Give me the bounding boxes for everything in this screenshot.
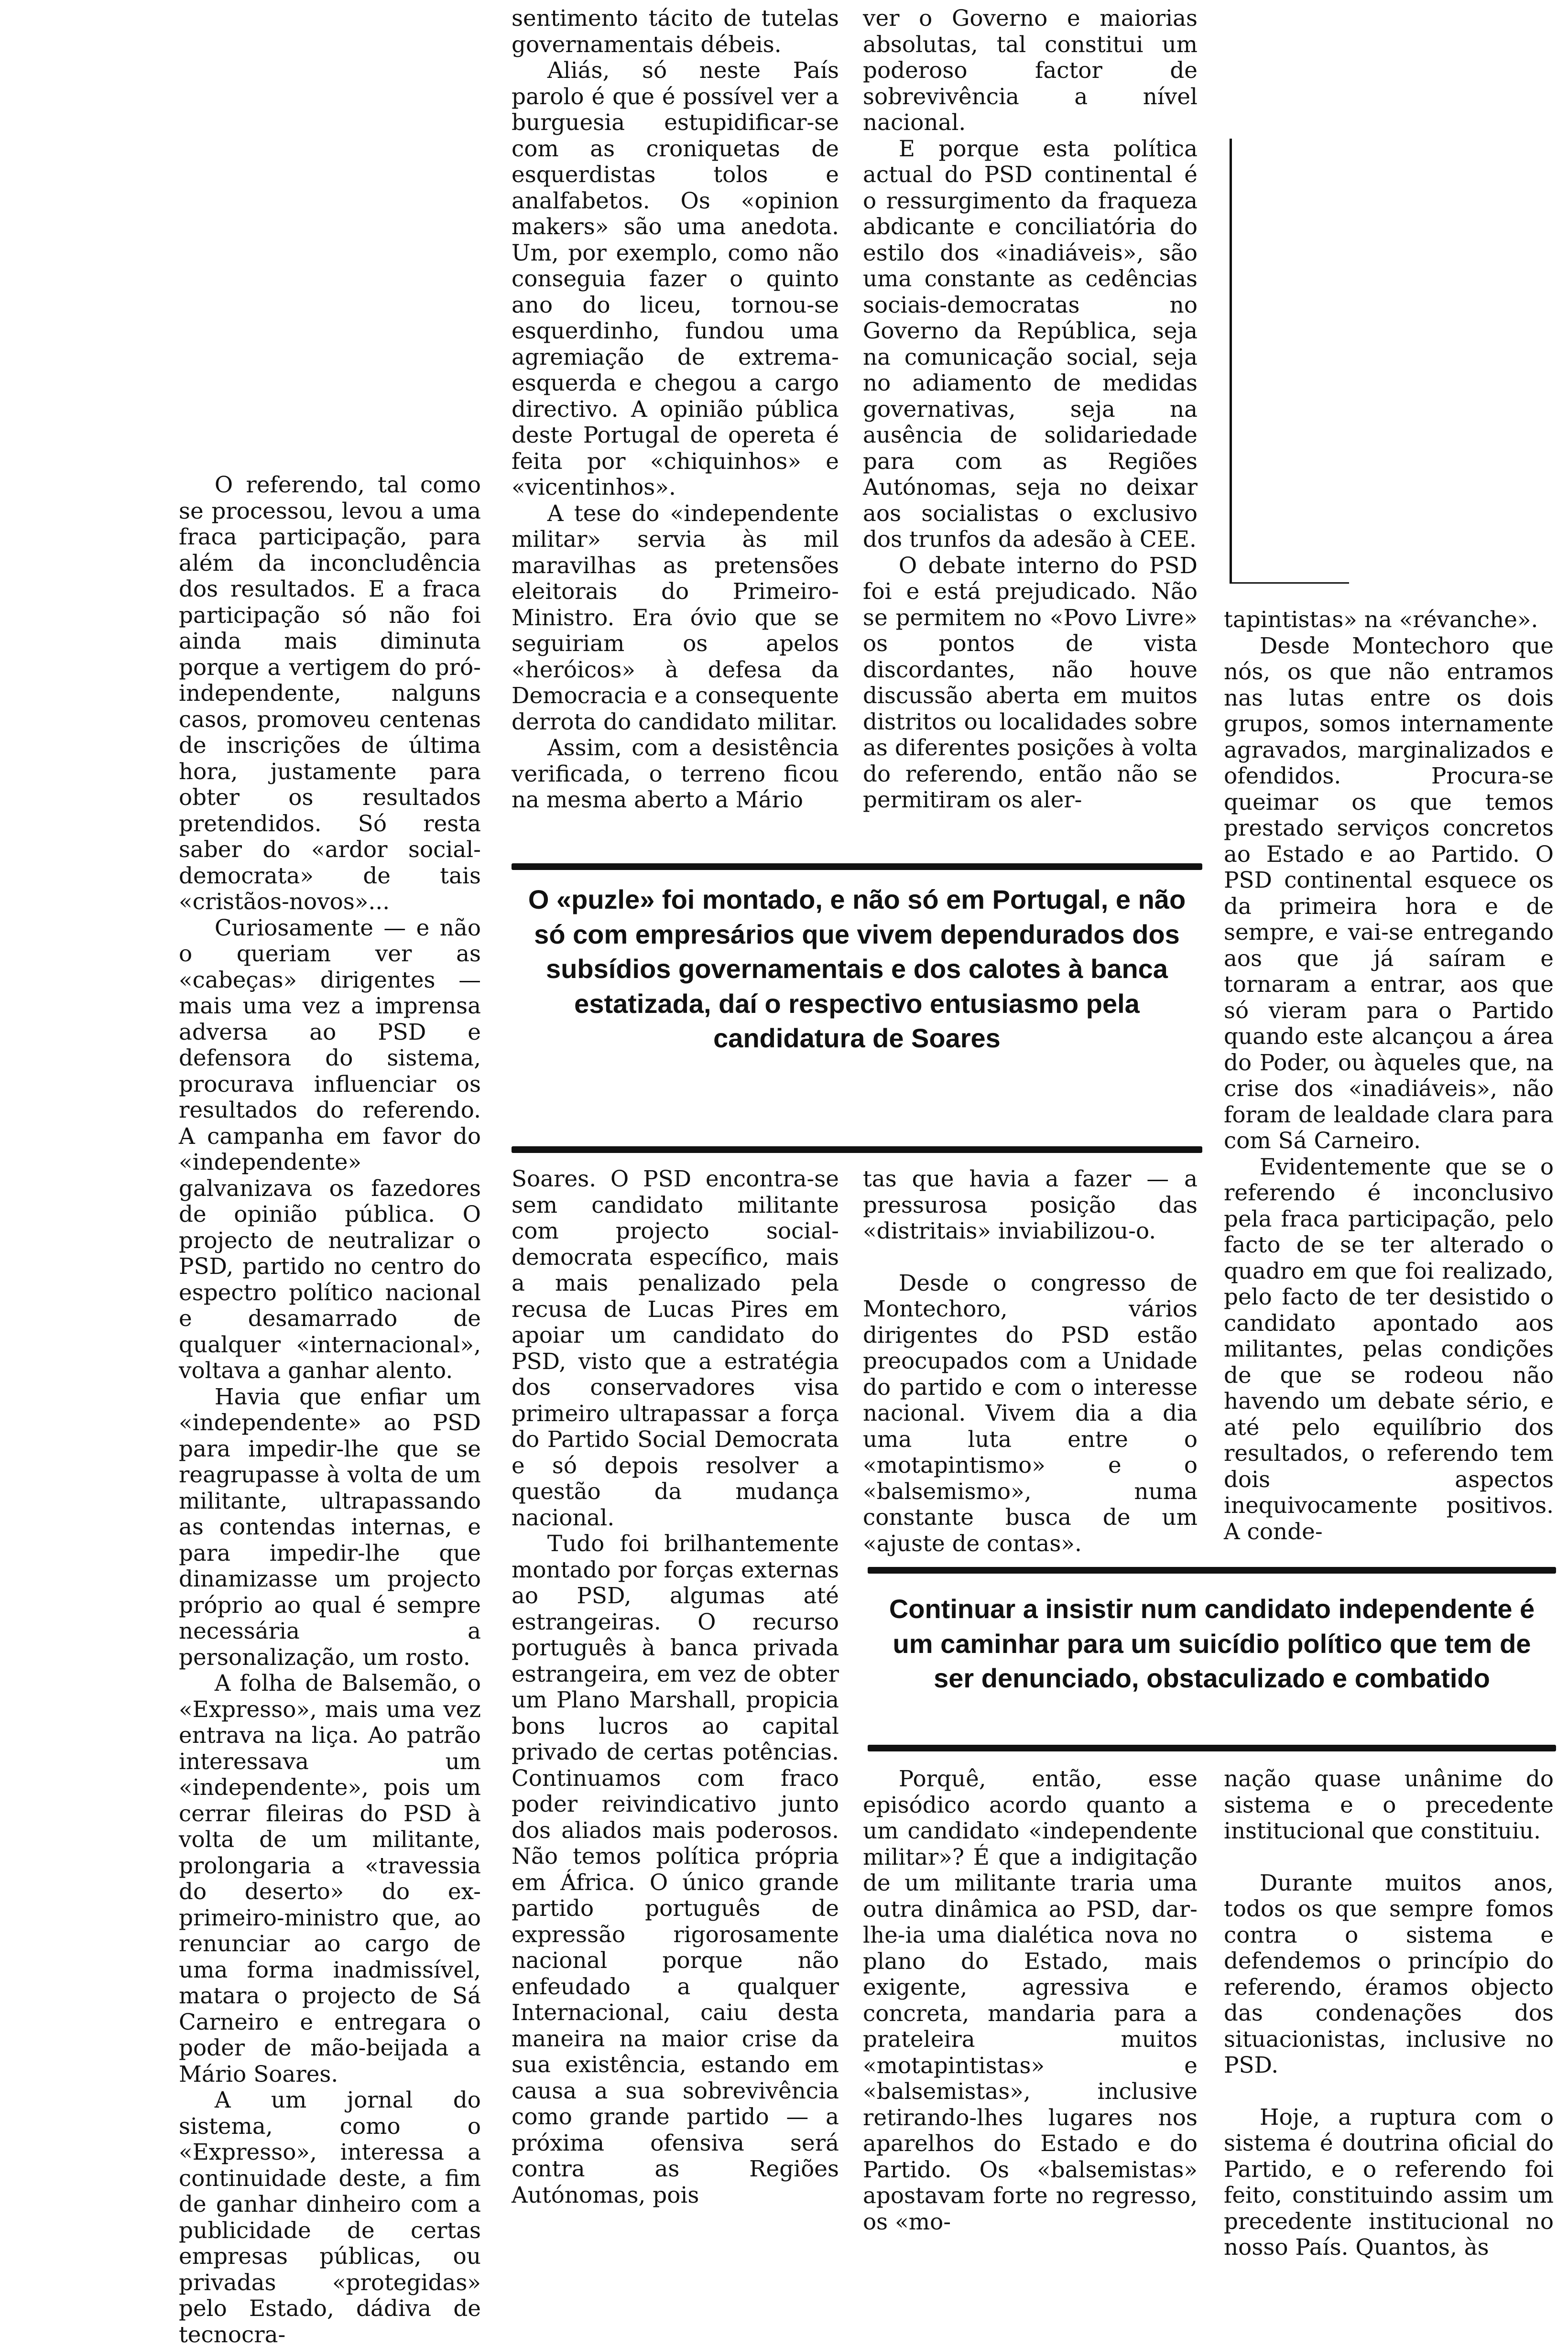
article-column-3-top [863, 6, 1198, 814]
article-column-2-top [512, 6, 839, 814]
article-column-3-bot [863, 1766, 1198, 2235]
paragraph: A folha de Balsemão, o «Expresso», mais uma vez entrava na liça. Ao patrão interessava um «independente», pois um cerrar fileiras do PSD à volta de um militante, prolongaria a «travessia do deserto» do ex-primeiro-ministro que, ao renunciar ao cargo de uma forma inadmissível, matara o projecto de Sá Carneiro e entregara o poder de mão-beijada a Mário Soares. [179, 1671, 481, 2087]
paragraph: O referendo, tal como se processou, levou a uma fraca participação, para além da inconcludência dos resultados. E a fraca participação só não foi ainda mais diminuta porque a vertigem do pró-independente, nalguns casos, promoveu centenas de inscrições de última hora, justamente para obter os resultados pretendidos. Só resta saber do «ardor social-democrata» de tais «cristãos-novos»... [179, 472, 481, 915]
frame-line-vertical [1230, 139, 1232, 583]
paragraph: A um jornal do sistema, como o «Expresso», interessa a continuidade deste, a fim de ganhar dinheiro com a publicidade de certas empresas públicas, ou privadas «protegidas» pelo Estado, dádiva de tecnocra- [179, 2087, 481, 2348]
headline-quote-2: Continuar a insistir num candidato independente é um caminhar para um suicídio político que tem de ser denunciado, obstaculizado e combatido [889, 1594, 1535, 1693]
paragraph: E porque esta política actual do PSD continental é o ressurgimento da fraqueza abdicante e conciliatória do estilo dos «inadiáveis», são uma constante as cedências sociais-democratas no Governo da República, seja na comunicação social, seja no adiamento de medidas governativas, seja na ausência de solidariedade para com as Regiões Autónomas, seja no deixar aos socialistas o exclusivo dos trunfos da adesão à CEE. [863, 136, 1198, 553]
paragraph: Havia que enfiar um «independente» ao PSD para impedir-lhe que se reagrupasse à volta de um militante, ultrapassando as contendas internas, e para impedir-lhe que dinamizasse um projecto próprio ao qual é sempre necessária a personalização, um rosto. [179, 1384, 481, 1671]
paragraph: Durante muitos anos, todos os que sempre fomos contra o sistema e defendemos o princípio do referendo, éramos objecto das condenações dos situacionistas, inclusive no PSD. [1224, 1870, 1554, 2078]
article-column-1 [179, 472, 481, 2348]
paragraph: A tese do «independente militar» servia às mil maravilhas as pretensões eleitorais do Primeiro-Ministro. Era óvio que se seguiriam os apelos «heróicos» à defesa da Democracia e a consequente derrota do candidato militar. [512, 500, 839, 735]
paragraph: Aliás, só neste País parolo é que é possível ver a burguesia estupidificar-se com as croniquetas de esquerdistas tolos e analfabetos. Os «opinion makers» são uma anedota. Um, por exemplo, como não conseguia fazer o quinto ano do liceu, tornou-se esquerdinho, fundou uma agremiação de extrema-esquerda e chegou a cargo directivo. A opinião pública deste Portugal de opereta é feita por «chiquinhos» e «vicentinhos». [512, 58, 839, 500]
paragraph: tapintistas» na «révanche». [1224, 607, 1538, 633]
paragraph: Assim, com a desistência verificada, o terreno ficou na mesma aberto a Mário [512, 735, 839, 813]
headline-rule-bottom [512, 1146, 1202, 1153]
paragraph: ver o Governo e maiorias absolutas, tal constitui um poderoso factor de sobrevivência a nível nacional. [863, 6, 1198, 136]
article-column-2-mid [512, 1166, 839, 2208]
paragraph: Hoje, a ruptura com o sistema é doutrina oficial do Partido, e o referendo foi feito, constituindo assim um precedente institucional no nosso País. Quantos, às [1224, 2104, 1554, 2261]
paragraph: Soares. O PSD encontra-se sem candidato militante com projecto social-democrata específico, mais a mais penalizado pela recusa de Lucas Pires em apoiar um candidato do PSD, visto que a estratégia dos conservadores visa primeiro ultrapassar a força do Partido Social Democrata e só depois resolver a questão da mudança nacional. [512, 1166, 839, 1531]
paragraph: O debate interno do PSD foi e está prejudicado. Não se permitem no «Povo Livre» os pontos de vista discordantes, não houve discussão aberta em muitos distritos ou localidades sobre as diferentes posições à volta do referendo, então não se permitiram os aler- [863, 553, 1198, 813]
article-column-4-top [1224, 607, 1554, 1545]
headline-rule-bottom [868, 1745, 1556, 1751]
paragraph: Evidentemente que se o referendo é inconclusivo pela fraca participação, pelo facto de se ter alterado o quadro em que foi realizado, pelo facto de ter desistido o candidato apontado aos militantes, pelas condições de que se rodeou não havendo um debate sério, e até pelo equilíbrio dos resultados, o referendo tem dois aspectos inequivocamente positivos. A conde- [1224, 1154, 1554, 1545]
headline-rule-top [868, 1567, 1556, 1574]
article-column-4-bot [1224, 1766, 1554, 2261]
paragraph: Desde o congresso de Montechoro, vários dirigentes do PSD estão preocupados com a Unidade do partido e com o interesse nacional. Vivem dia a dia uma luta entre o «motapintismo» e o «balsemismo», numa constante busca de um «ajuste de contas». [863, 1270, 1198, 1557]
paragraph: sentimento tácito de tutelas governamentais débeis. [512, 6, 839, 58]
paragraph: Curiosamente — e não o queriam ver as «cabeças» dirigentes — mais uma vez a imprensa adversa ao PSD e defensora do sistema, procurava influenciar os resultados do referendo. A campanha em favor do «independente» galvanizava os fazedores de opinião pública. O projecto de neutralizar o PSD, partido no centro do espectro político nacional e desamarrado de qualquer «internacional», voltava a ganhar alento. [179, 915, 481, 1384]
paragraph: Tudo foi brilhantemente montado por forças externas ao PSD, algumas até estrangeiras. O recurso português à banca privada estrangeira, em vez de obter um Plano Marshall, propicia bons lucros ao capital privado de certas potências. Continuamos com fraco poder reivindicativo junto dos aliados mais poderosos. Não temos política própria em África. O único grande partido português de expressão rigorosamente nacional porque não enfeudado a qualquer Internacional, caiu desta maneira na maior crise da sua existência, estando em causa a sua sobrevivência como grande partido — a próxima ofensiva será contra as Regiões Autónomas, pois [512, 1531, 839, 2208]
headline-rule-top [512, 863, 1202, 870]
article-column-3-mid [863, 1166, 1198, 1557]
paragraph: Porquê, então, esse episódico acordo quanto a um candidato «independente militar»? É que a indigitação de um militante traria uma outra dinâmica ao PSD, dar-lhe-ia uma dialética nova no plano do Estado, mais exigente, agressiva e concreta, mandaria para a prateleira muitos «motapintistas» e «balsemistas», inclusive retirando-lhes lugares nos aparelhos do Estado e do Partido. Os «balsemistas» apostavam forte no regresso, os «mo- [863, 1766, 1198, 2235]
paragraph: nação quase unânime do sistema e o precedente institucional que constituiu. [1224, 1766, 1554, 1844]
paragraph: tas que havia a fazer — a pressurosa posição das «distritais» inviabilizou-o. [863, 1166, 1198, 1244]
frame-line-horizontal [1230, 582, 1349, 584]
paragraph: Desde Montechoro que nós, os que não entramos nas lutas entre os dois grupos, somos internamente agravados, marginalizados e ofendidos. Procura-se queimar os que temos prestado serviços concretos ao Estado e ao Partido. O PSD continental esquece os da primeira hora e de sempre, e vai-se entregando aos que já saíram e tornaram a entrar, aos que só vieram para o Partido quando este alcançou a área do Poder, ou àqueles que, na crise dos «inadiáveis», não foram de lealdade clara para com Sá Carneiro. [1224, 633, 1554, 1154]
headline-quote-1: O «puzle» foi montado, e não só em Portugal, e não só com empresários que vivem dependurados dos subsídios governamentais e dos calotes à banca estatizada, daí o respectivo entusiasmo pela candidatura de Soares [528, 884, 1186, 1053]
